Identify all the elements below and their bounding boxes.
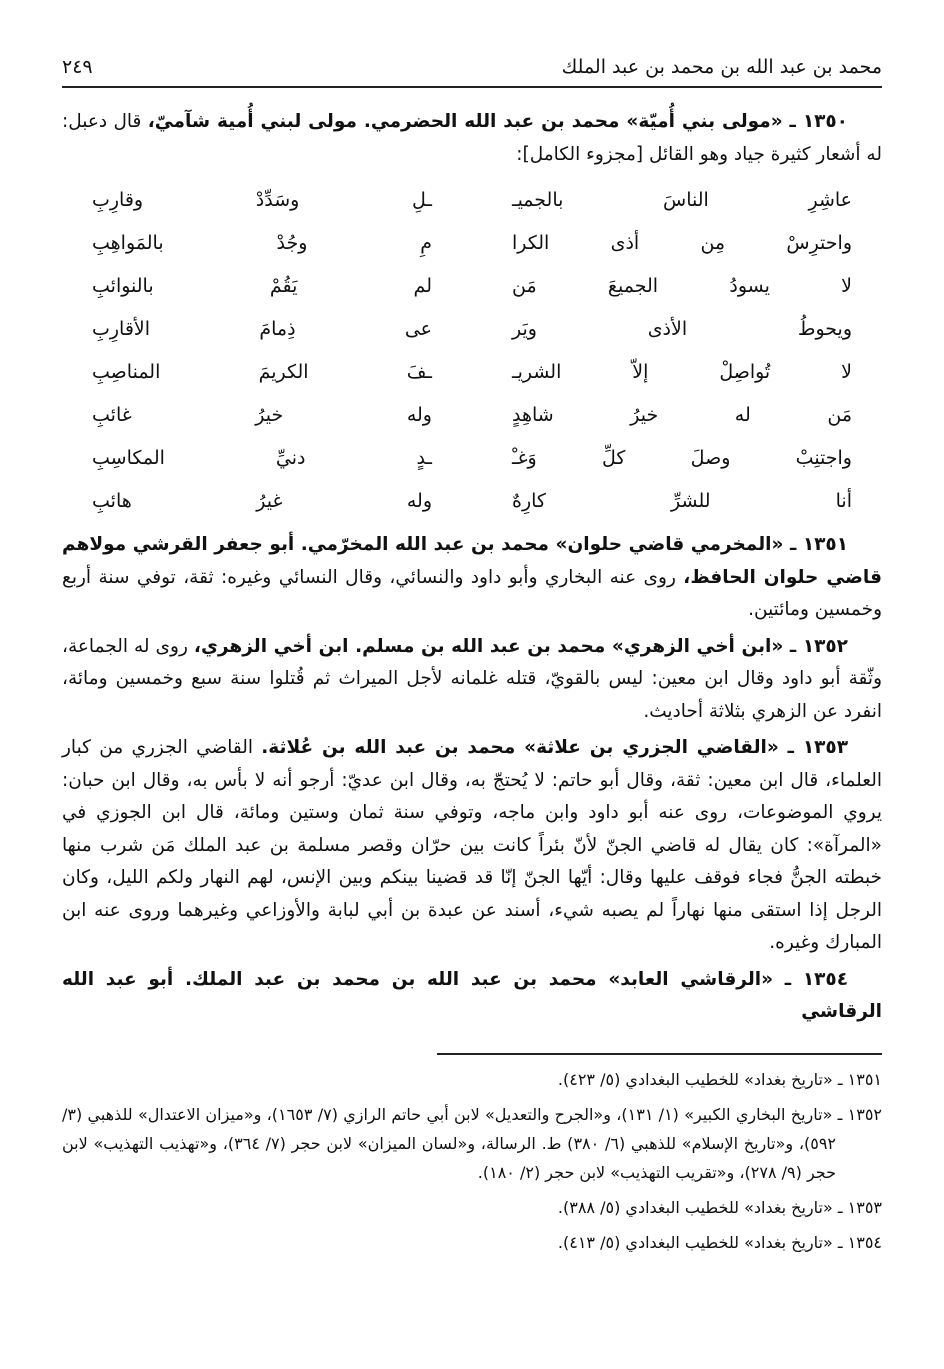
entry-text: قال دعبل: له أشعار كثيرة جياد وهو القائل [مجزوء الكامل]: — [62, 111, 882, 165]
entry-1351 — [62, 529, 882, 627]
verse — [62, 351, 882, 394]
entry-heading: ١٣٥٣ ـ «القاضي الجزري بن علاثة» محمد بن عبد الله بن عُلاثة. — [261, 737, 848, 758]
footnote: ١٣٥١ ـ «تاريخ بغداد» للخطيب البغدادي (٥/ ٤٢٣). — [557, 1069, 882, 1089]
verse — [62, 437, 882, 480]
hemistich-second: ـفَ الكريمَ المناصِبِ — [92, 361, 432, 384]
footnotes — [62, 1065, 882, 1257]
hemistich-first: واحترِسْ مِن أذى الكرا — [512, 232, 852, 255]
hemistich-second: وله خيرُ غائبِ — [92, 404, 432, 427]
hemistich-second: لم يَقُمْ بالنوائبِ — [92, 275, 432, 298]
entry-1350 — [62, 106, 882, 171]
book-page — [62, 56, 882, 1263]
hemistich-first: مَن له خيرُ شاهِدٍ — [512, 404, 852, 427]
poem — [62, 179, 882, 523]
hemistich-first: لا تُواصِلْ إلاّ الشريـ — [512, 361, 852, 384]
entry-heading: ١٣٥٢ ـ «ابن أخي الزهري» محمد بن عبد الله بن مسلم. ابن أخي الزهري، — [193, 635, 848, 657]
page-header — [62, 56, 882, 88]
hemistich-second: ـدٍ دنيِّ المكاسِبِ — [92, 447, 432, 470]
verse — [62, 222, 882, 265]
footnote-divider — [437, 1053, 882, 1055]
entry-1352 — [62, 631, 882, 729]
hemistich-first: أنا للشرِّ كارِهٌ — [512, 490, 852, 513]
entry-heading: ١٣٥١ ـ «المخرمي قاضي حلوان» محمد بن عبد الله المخرّمي. أبو جعفر القرشي مولاهم قاضي حلوان الحافظ، — [62, 534, 882, 588]
hemistich-first: ويحوطُ الأذى ويَر — [512, 318, 852, 341]
verse — [62, 394, 882, 437]
hemistich-first: واجتنِبْ وصلَ كلِّ وَغـْ — [512, 447, 852, 470]
hemistich-second: مِ وجُدْ بالمَواهِبِ — [92, 232, 432, 255]
hemistich-second: عى ذِمامَ الأقارِبِ — [92, 318, 432, 341]
hemistich-first: عاشِرِ الناسَ بالجميـ — [512, 189, 852, 212]
verse — [62, 179, 882, 222]
verse — [62, 308, 882, 351]
entry-1353 — [62, 732, 882, 960]
entry-text: القاضي الجزري من كبار العلماء، قال ابن معين: ثقة، وقال أبو حاتم: لا يُحتجّ به، وقال ابن عديّ: أرجو أنه لا بأس به، وقال ابن حبان: يروي الموضوعات، روى عنه أبو داود وابن ماجه، وتوفي سنة ثمان وستين ومائة، قال ابن الجوزي في «المرآة»: كان يقال له قاضي الجنّ لأنّ بئراً كانت بين حرّان وقصر مسلمة بن عبد الملك مَن شرب منها خبطته الجنُّ فجاء فوقف عليها وقال: أيّها الجنّ إنّا قد قضينا بينكم وبين الإنس، لهم النهار ولكم الليل، وكان الرجل إذا استقى منها نهاراً لم يصبه شيء، أسند عن عبدة بن أبي لبابة والأوزاعي وغيرهما وروى عنه ابن المبارك وغيره. — [62, 737, 882, 953]
main-text — [62, 106, 882, 1029]
entry-heading: ١٣٥٤ ـ «الرقاشي العابد» محمد بن عبد الله بن محمد بن عبد الملك. أبو عبد الله الرقاشي — [62, 968, 882, 1022]
entry-1354 — [62, 964, 882, 1029]
entry-text: روى له الجماعة، وثّقة أبو داود وقال ابن معين: ليس بالقويّ، قتله غلمانه لأجل الميراث ثم قُتلوا سنة سبع وخمسين ومائة، انفرد عن الزهري بثلاثة أحاديث. — [62, 635, 882, 722]
hemistich-second: وله غيرُ هائبِ — [92, 490, 432, 513]
footnote: ١٣٥٢ ـ «تاريخ البخاري الكبير» (١/ ١٣١)، و«الجرح والتعديل» لابن أبي حاتم الرازي (٧/ ١٦٥٣)، و«ميزان الاعتدال» للذهبي (٣/ ٥٩٢)، و«تاريخ الإسلام» للذهبي (٦/ ٣٨٠) ط. الرسالة، و«لسان الميزان» لابن حجر (٧/ ٣٦٤)، و«تهذيب التهذيب» لابن حجر (٩/ ٢٧٨)، و«تقريب التهذيب» لابن حجر (٢/ ١٨٠). — [62, 1104, 882, 1182]
entry-heading: ١٣٥٠ ـ «مولى بني أُميّة» محمد بن عبد الله الحضرمي. مولى لبني أُمية شآميّ، — [147, 111, 848, 132]
hemistich-second: ـلِ وسَدِّدْ وقارِبِ — [92, 189, 432, 212]
running-title: محمد بن عبد الله بن محمد بن عبد الملك — [561, 56, 882, 78]
verse — [62, 265, 882, 308]
page-number: ٢٤٩ — [62, 56, 93, 78]
verse — [62, 480, 882, 523]
footnote: ١٣٥٤ ـ «تاريخ بغداد» للخطيب البغدادي (٥/ ٤١٣). — [557, 1232, 882, 1252]
entry-text: روى عنه البخاري وأبو داود والنسائي، وقال النسائي وغيره: ثقة، توفي سنة أربع وخمسين ومائتين. — [62, 566, 882, 620]
footnote: ١٣٥٣ ـ «تاريخ بغداد» للخطيب البغدادي (٥/ ٣٨٨). — [557, 1197, 882, 1217]
hemistich-first: لا يسودُ الجميعَ مَن — [512, 275, 852, 298]
